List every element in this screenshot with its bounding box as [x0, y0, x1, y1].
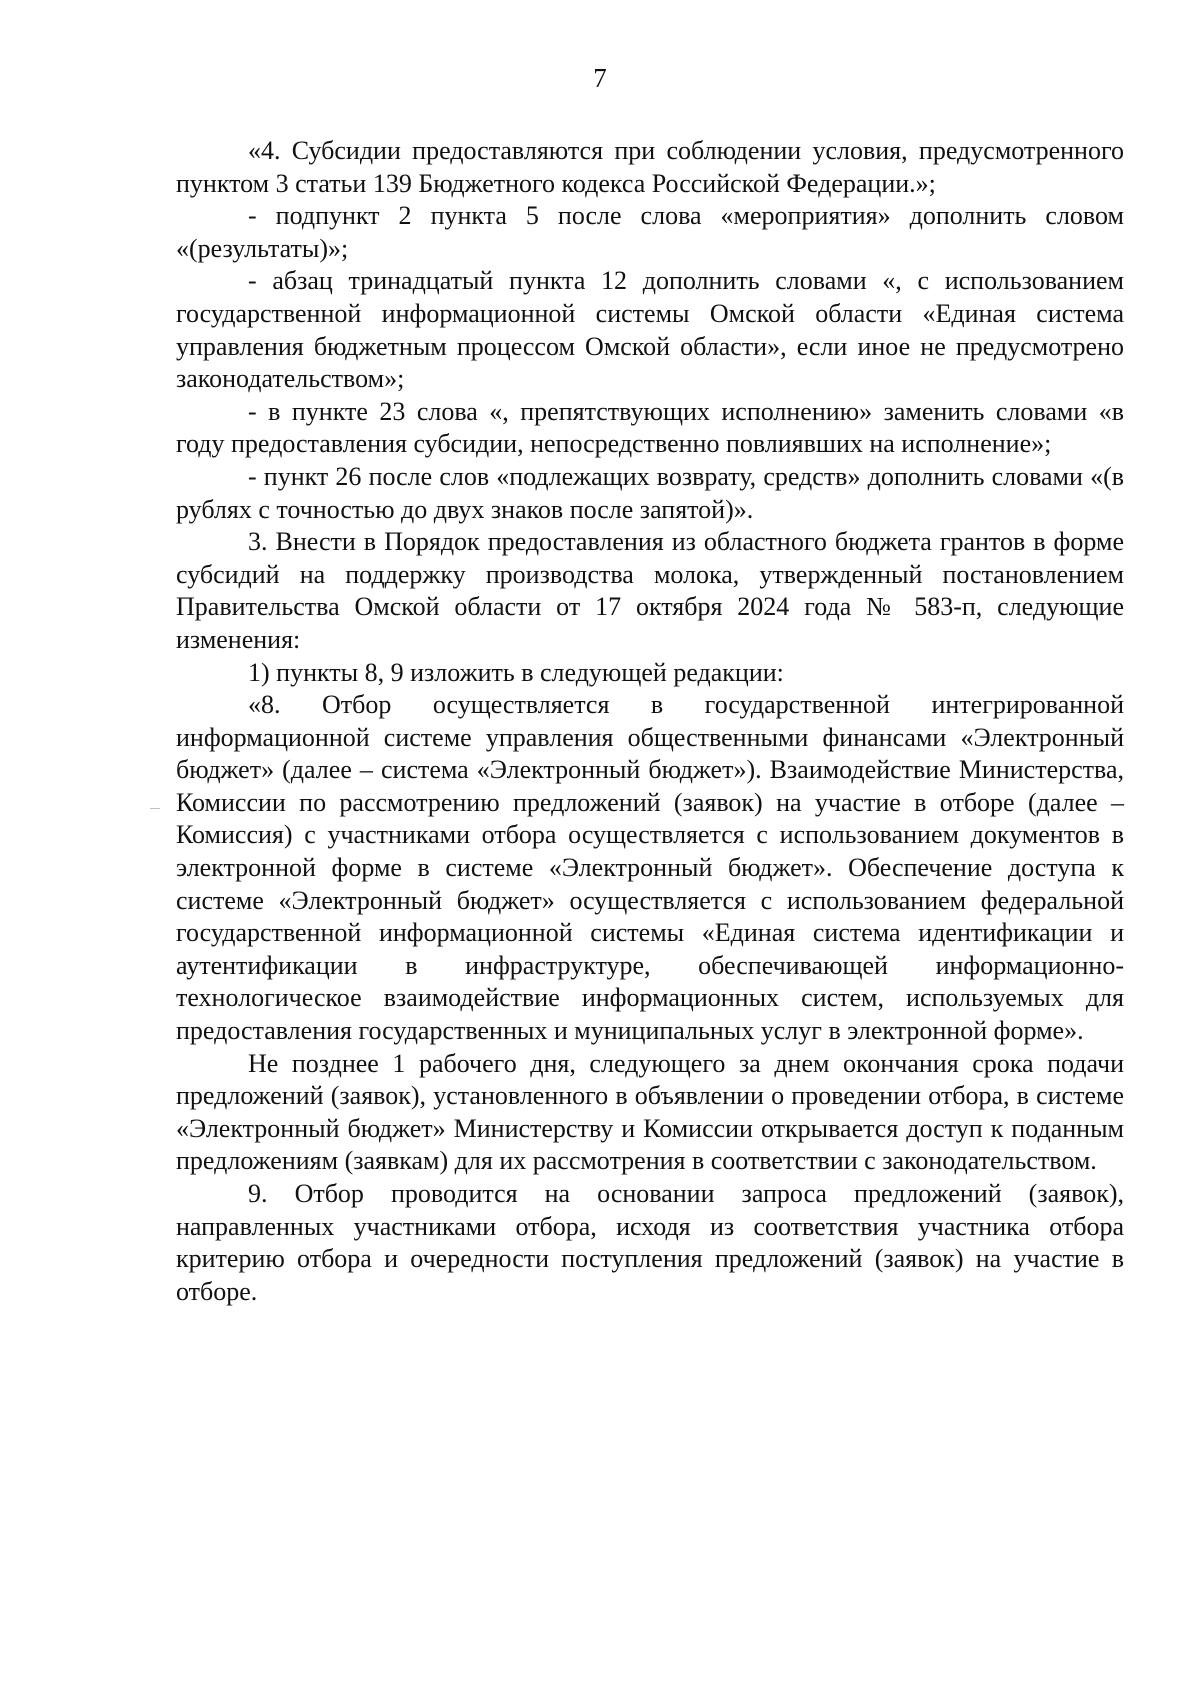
paragraph-section-3-intro: 3. Внести в Порядок предоставления из областного бюджета грантов в форме субсидий на поддержку производства молока, утвержденный постановлением Правительства Омской области от 17 октября 2024 года № 583-п, следующие изменения:: [176, 527, 1124, 654]
document-body: [176, 135, 1124, 1308]
paragraph-points-8-9-intro: 1) пункты 8, 9 изложить в следующей редакции:: [248, 657, 784, 687]
paragraph-point-8-text: «8. Отбор осуществляется в государственной интегрированной информационной системе управления общественными финансами «Электронный бюджет» (далее – система «Электронный бюджет»). Взаимодействие Министерства, Комиссии по рассмотрению предложений (заявок) на участие в отборе (далее – Комиссия) с участниками отбора осуществляется с использованием документов в электронной форме в системе «Электронный бюджет». Обеспечение доступа к системе «Электронный бюджет» осуществляется с использованием федеральной государственной информационной системы «Единая система идентификации и аутентификации в инфраструктуре, обеспечивающей информационно-технологическое взаимодействие информационных систем, используемых для предоставления государственных и муниципальных услуг в электронной форме».: [176, 690, 1124, 1046]
paragraph-subsidy-condition: «4. Субсидии предоставляются при соблюдении условия, предусмотренного пунктом 3 статьи 139 Бюджетного кодекса Российской Федерации.»;: [176, 136, 1124, 198]
paragraph-point-23-replacement: - в пункте 23 слова «, препятствующих исполнению» заменить словами «в году предоставления субсидии, непосредственно повлиявших на исполнение»;: [176, 396, 1124, 459]
paragraph-point-12-addition: - абзац тринадцатый пункта 12 дополнить словами «, с использованием государственной информационной системы Омской области «Единая система управления бюджетным процессом Омской области», если иное не предусмотрено законодательством»;: [176, 266, 1124, 394]
paragraph-access-deadline: Не позднее 1 рабочего дня, следующего за днем окончания срока подачи предложений (заявок), установленного в объявлении о проведении отбора, в системе «Электронный бюджет» Министерству и Комиссии открывается доступ к поданным предложениям (заявкам) для их рассмотрения в соответствии с законодательством.: [176, 1048, 1124, 1176]
scan-mark: [150, 808, 160, 809]
paragraph-subpoint-2-point-5: - подпункт 2 пункта 5 после слова «мероприятия» дополнить словом «(результаты)»;: [176, 201, 1124, 263]
page-number: 7: [593, 63, 607, 93]
paragraph-point-26-addition: - пункт 26 после слов «подлежащих возврату, средств» дополнить словами «(в рублях с точностью до двух знаков после запятой)».: [176, 461, 1124, 524]
paragraph-point-9-text: 9. Отбор проводится на основании запроса предложений (заявок), направленных участниками отбора, исходя из соответствия участника отбора критерию отбора и очередности поступления предложений (заявок) на участие в отборе.: [176, 1179, 1124, 1306]
